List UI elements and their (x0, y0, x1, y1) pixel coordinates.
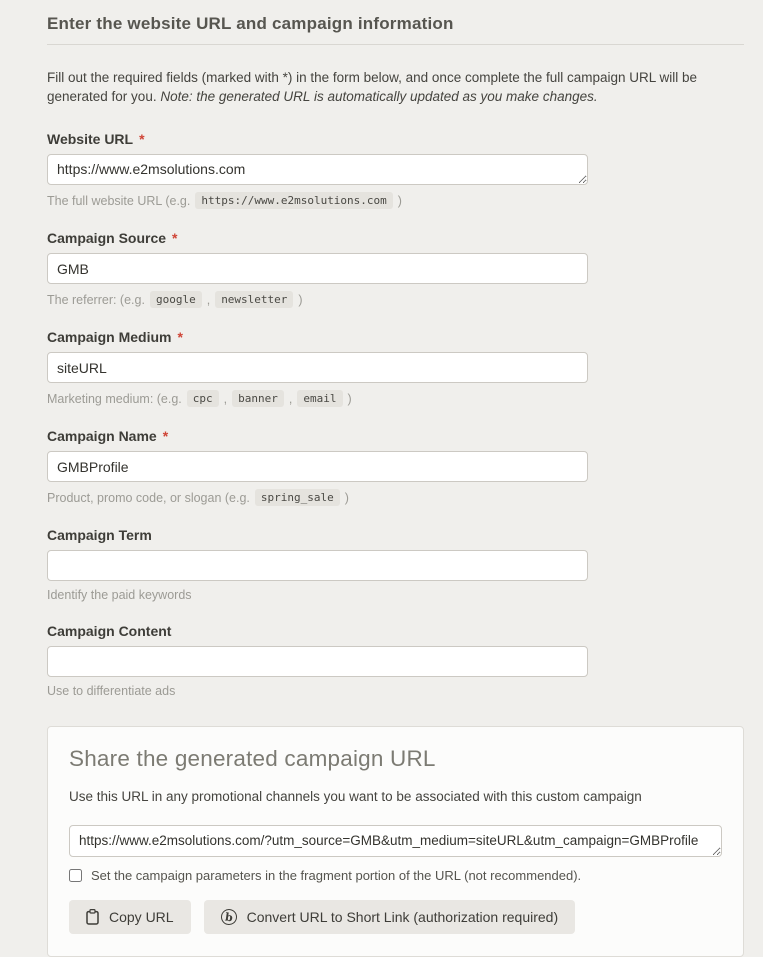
website-url-input[interactable] (47, 154, 588, 185)
example-chip: spring_sale (255, 489, 340, 506)
example-chip: newsletter (215, 291, 293, 308)
intro-note: Note: the generated URL is automatically updated as you make changes. (160, 89, 598, 104)
campaign-source-input[interactable] (47, 253, 588, 284)
example-chip: https://www.e2msolutions.com (195, 192, 392, 209)
generated-url-output[interactable] (69, 825, 722, 857)
campaign-source-help: The referrer: (e.g. google , newsletter ) (47, 292, 303, 307)
copy-url-button[interactable] (69, 900, 191, 934)
bitly-icon: b (220, 908, 238, 926)
field-group-campaign-source (47, 230, 744, 308)
share-description: Use this URL in any promotional channels you want to be associated with this custom campaign (69, 789, 642, 804)
fragment-checkbox-label: Set the campaign parameters in the fragment portion of the URL (not recommended). (91, 868, 582, 883)
website-url-help: The full website URL (e.g. https://www.e2msolutions.com ) (47, 193, 402, 208)
required-asterisk: * (139, 131, 145, 147)
campaign-term-label: Campaign Term (47, 527, 152, 543)
required-asterisk: * (162, 428, 169, 444)
campaign-name-input[interactable] (47, 451, 588, 482)
campaign-medium-label: Campaign Medium * (47, 329, 183, 345)
fragment-option[interactable] (69, 868, 722, 883)
field-group-campaign-name (47, 428, 744, 506)
campaign-term-input[interactable] (47, 550, 588, 581)
field-group-campaign-content (47, 623, 744, 698)
example-chip: banner (232, 390, 284, 407)
campaign-term-help: Identify the paid keywords (47, 588, 192, 602)
shorten-url-label: Convert URL to Short Link (authorization required) (246, 909, 559, 925)
share-title: Share the generated campaign URL (69, 746, 436, 771)
required-asterisk: * (172, 230, 178, 246)
campaign-source-label: Campaign Source * (47, 230, 178, 246)
example-chip: cpc (187, 390, 219, 407)
example-chip: email (297, 390, 342, 407)
intro-text (47, 68, 744, 106)
campaign-name-label: Campaign Name * (47, 428, 169, 444)
campaign-content-help: Use to differentiate ads (47, 684, 176, 698)
campaign-content-input[interactable] (47, 646, 588, 677)
campaign-content-label: Campaign Content (47, 623, 172, 639)
fragment-checkbox[interactable] (69, 869, 82, 882)
share-panel (47, 726, 744, 957)
example-chip: google (150, 291, 202, 308)
share-actions (69, 900, 722, 934)
field-group-campaign-term (47, 527, 744, 602)
website-url-label: Website URL * (47, 131, 145, 147)
campaign-medium-help: Marketing medium: (e.g. cpc , banner , email ) (47, 391, 352, 406)
header-divider (47, 44, 744, 45)
page-title: Enter the website URL and campaign information (47, 14, 454, 33)
field-group-website-url (47, 131, 744, 209)
clipboard-icon (86, 909, 99, 925)
campaign-name-help: Product, promo code, or slogan (e.g. spring_sale ) (47, 490, 349, 505)
copy-url-label: Copy URL (109, 909, 174, 925)
required-asterisk: * (177, 329, 183, 345)
shorten-url-button[interactable] (204, 900, 576, 934)
intro-main: Fill out the required fields (marked with *) in the form below, and once complete the full campaign URL will be generated for you. (47, 70, 698, 104)
field-group-campaign-medium (47, 329, 744, 407)
campaign-medium-input[interactable] (47, 352, 588, 383)
